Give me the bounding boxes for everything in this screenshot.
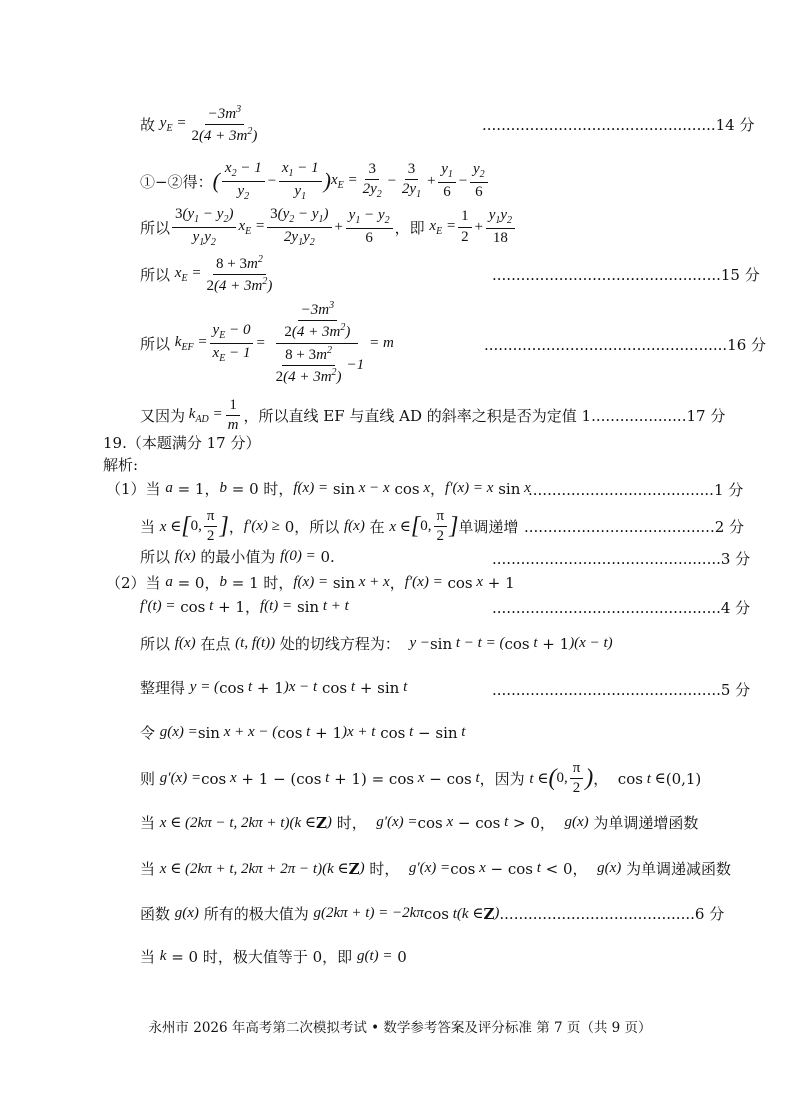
- part2-line3: 所以 f(x) 在点 (t, f(t)) 处的切线方程为： y − sin t − t = ( cos t + 1 )(x − t): [140, 634, 613, 653]
- score-4: ................................................4 分: [492, 599, 751, 617]
- score-14: .................................................14 分: [482, 116, 755, 134]
- line-so-xE: 所以 $\frac{3(y_1 - y_2)}{y_1y_2}$ $x_E$ = $\frac{3(y_2 - y_1)}{2y_1y_2}$ + $\frac{y_1 - y_2}{6}$ ，即 $x_E$ = $\frac{1}{2}$ + $\frac{y_1y_2}{18}$: [140, 206, 517, 248]
- problem-19-title: 19.（本题满分 17 分）: [103, 434, 261, 452]
- score-1: .......................................1 分: [528, 481, 744, 499]
- part2-line9: 函数 g(x) 所有的极大值为 g(2kπ + t) = −2kπ cos t(k ∈ Z ) ......................................... 6 分: [140, 904, 725, 923]
- line-kEF: 所以 $k_{EF}$ = $\frac{y_E - 0}{x_E - 1}$ = $\frac{-3m^3}{2(4 + 3m^2)}$ $\frac{8 + 3m^2}{2(4 + 3m^2)}$ −1 = m: [140, 300, 394, 385]
- analysis-label: 解析:: [103, 456, 139, 474]
- part2-line10: 当 k = 0 时，极大值等于 0，即 g(t) = 0: [140, 947, 407, 966]
- part2-line2: f′(t) = cos t + 1， f(t) = sin t + t: [140, 597, 349, 616]
- part2-line6: 则 g′(x) = cos x + 1 − (cos t + 1) = cos x − cos t ，因为 t ∈ ( 0, $\frac{\pi}{2}$ ) ， cos t ∈ (0,1): [140, 760, 702, 797]
- part1-line1: （1）当 a = 1， b = 0 时， f(x) = sin x − x cos x ， f′(x) = x sin x: [106, 479, 531, 498]
- part2-line7: 当 x ∈ (2kπ − t, 2kπ + t)(k ∈ Z ) 时， g′(x) = cos x − cos t > 0， g(x) 为单调递增函数: [140, 813, 699, 832]
- line-xE-result: 所以 $x_E$ = $\frac{8 + 3m^2}{2(4 + 3m^2)}$: [140, 254, 273, 295]
- line-yE: 故 $y_E$ = $\frac{-3m^3}{2(4 + 3m^2)}$: [140, 104, 262, 146]
- score-15: ................................................15 分: [492, 266, 760, 284]
- line-kAD: 又因为 $k_{AD}$ = $\frac{1}{m}$ ，所以直线 EF 与直线 AD 的斜率之积是否为定值 1. ................... 17 分: [140, 397, 726, 434]
- part1-line3: 所以 f(x) 的最小值为 f(0) = 0.: [140, 547, 335, 566]
- page-footer: 永州市 2026 年高考第二次模拟考试 • 数学参考答案及评分标准 第 7 页（共 9 页）: [148, 1020, 652, 1036]
- part2-line4: 整理得 y = ( cos t + 1 )x − t cos t + sin t: [140, 678, 408, 697]
- part2-line1: （2）当 a = 0， b = 1 时， f(x) = sin x + x ， f′(x) = cos x + 1: [106, 573, 515, 592]
- score-3: ................................................3 分: [492, 550, 751, 568]
- part1-line2: 当 x ∈ [ 0, $\frac{\pi}{2}$ ] ， f′(x) ≥ 0，所以 f(x) 在 x ∈ [ 0, $\frac{\pi}{2}$ ] 单调递增: [140, 508, 519, 545]
- part2-line8: 当 x ∈ (2kπ + t, 2kπ + 2π − t)(k ∈ Z ) 时， g′(x) = cos x − cos t < 0， g(x) 为单调递减函数: [140, 859, 732, 878]
- score-2: ........................................2 分: [524, 518, 745, 536]
- score-16: ...................................................16 分: [484, 336, 767, 354]
- fraction: $\frac{-3m^3}{2(4 + 3m^2)}$: [191, 104, 258, 145]
- score-5: ................................................5 分: [492, 681, 751, 699]
- part2-line5: 令 g(x) = sin x + x − ( cos t + 1 )x + t cos t − sin t: [140, 723, 466, 742]
- line-subtract: ①−②得： ( $\frac{x_2 - 1}{y_2}$ − $\frac{x_1 - 1}{y_1}$ ) $x_E$ = $\frac{3}{2y_2}$ − $\frac{3}{2y_1}$ + $\frac{y_1}{6}$ − $\frac{y_2}{6}$: [140, 160, 490, 202]
